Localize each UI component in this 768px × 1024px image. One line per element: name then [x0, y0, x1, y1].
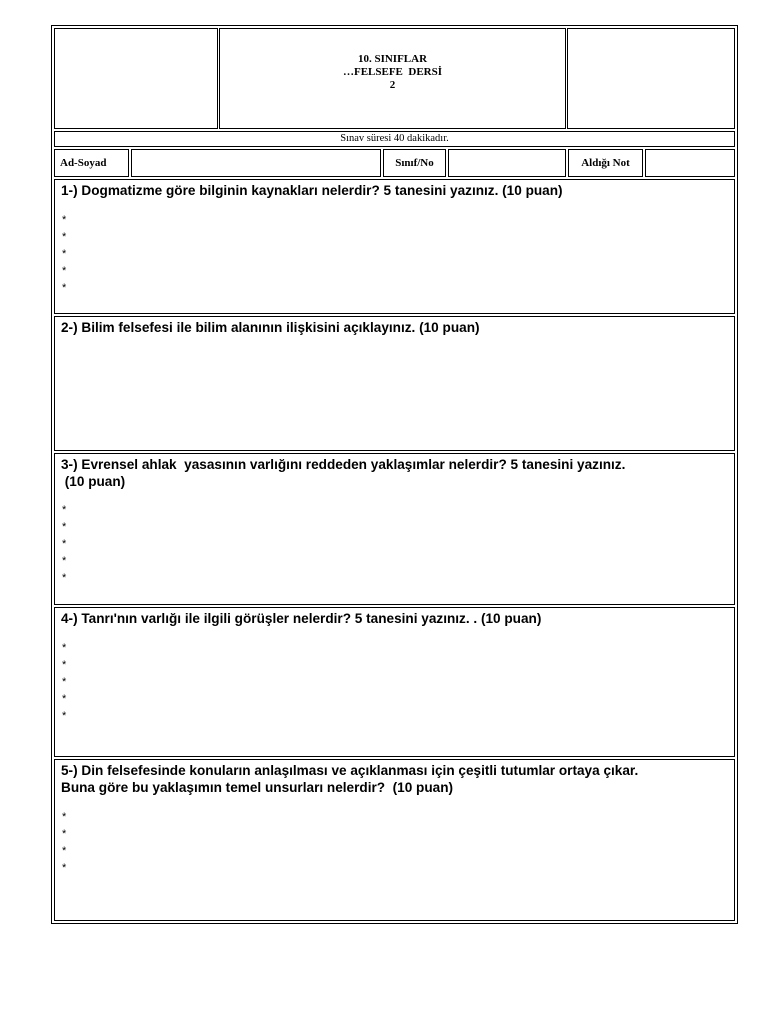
question-3-box[interactable] — [54, 453, 735, 605]
question-1-box[interactable] — [54, 179, 735, 314]
bullet: * — [62, 811, 67, 823]
grade-field[interactable] — [645, 149, 735, 177]
bullet: * — [62, 248, 67, 260]
question-2-box[interactable] — [54, 316, 735, 451]
class-number-field[interactable] — [448, 149, 566, 177]
class-label: Sınıf/No — [395, 157, 434, 169]
class-label-cell — [383, 149, 446, 177]
bullet: * — [62, 828, 67, 840]
question-3-text: 3-) Evrensel ahlak yasasının varlığını reddeden yaklaşımlar nelerdir? 5 tanesini yazınız. (10 puan) — [61, 457, 626, 489]
grade-label-cell — [568, 149, 643, 177]
bullet: * — [62, 572, 67, 584]
bullet: * — [62, 504, 67, 516]
bullet: * — [62, 282, 67, 294]
name-label-cell — [54, 149, 129, 177]
grade-label: Aldığı Not — [581, 157, 630, 169]
header-right-cell — [567, 28, 735, 129]
bullet: * — [62, 538, 67, 550]
exam-title — [220, 53, 565, 92]
bullet: * — [62, 845, 67, 857]
exam-number: 2 — [389, 79, 396, 91]
bullet: * — [62, 710, 67, 722]
header-title-cell — [219, 28, 566, 129]
bullet: * — [62, 521, 67, 533]
bullet: * — [62, 659, 67, 671]
duration-text: Sınav süresi 40 dakikadır. — [340, 133, 449, 144]
bullet: * — [62, 555, 67, 567]
answer-bullets — [62, 809, 66, 877]
question-4-text: 4-) Tanrı'nın varlığı ile ilgili görüşler nelerdir? 5 tanesini yazınız. . (10 puan) — [61, 611, 542, 626]
bullet: * — [62, 265, 67, 277]
answer-bullets — [62, 502, 66, 587]
name-field[interactable] — [131, 149, 381, 177]
duration-row — [54, 131, 735, 147]
question-4-box[interactable] — [54, 607, 735, 757]
bullet: * — [62, 214, 67, 226]
bullet: * — [62, 676, 67, 688]
name-label: Ad-Soyad — [60, 157, 107, 169]
bullet: * — [62, 642, 67, 654]
bullet: * — [62, 862, 67, 874]
bullet: * — [62, 693, 67, 705]
course-title: …FELSEFE DERSİ — [342, 66, 443, 78]
question-2-text: 2-) Bilim felsefesi ile bilim alanının ilişkisini açıklayınız. (10 puan) — [61, 320, 480, 335]
header-left-cell — [54, 28, 218, 129]
answer-bullets — [62, 640, 66, 725]
question-5-box[interactable] — [54, 759, 735, 921]
answer-bullets — [62, 212, 66, 297]
question-1-text: 1-) Dogmatizme göre bilginin kaynakları nelerdir? 5 tanesini yazınız. (10 puan) — [61, 183, 563, 198]
bullet: * — [62, 231, 67, 243]
question-5-text: 5-) Din felsefesinde konuların anlaşılması ve açıklanması için çeşitli tutumlar ortaya çıkar. Buna göre bu yaklaşımın temel unsurları nelerdir? (10 puan) — [61, 763, 639, 795]
grade-title: 10. SINIFLAR — [357, 53, 428, 65]
